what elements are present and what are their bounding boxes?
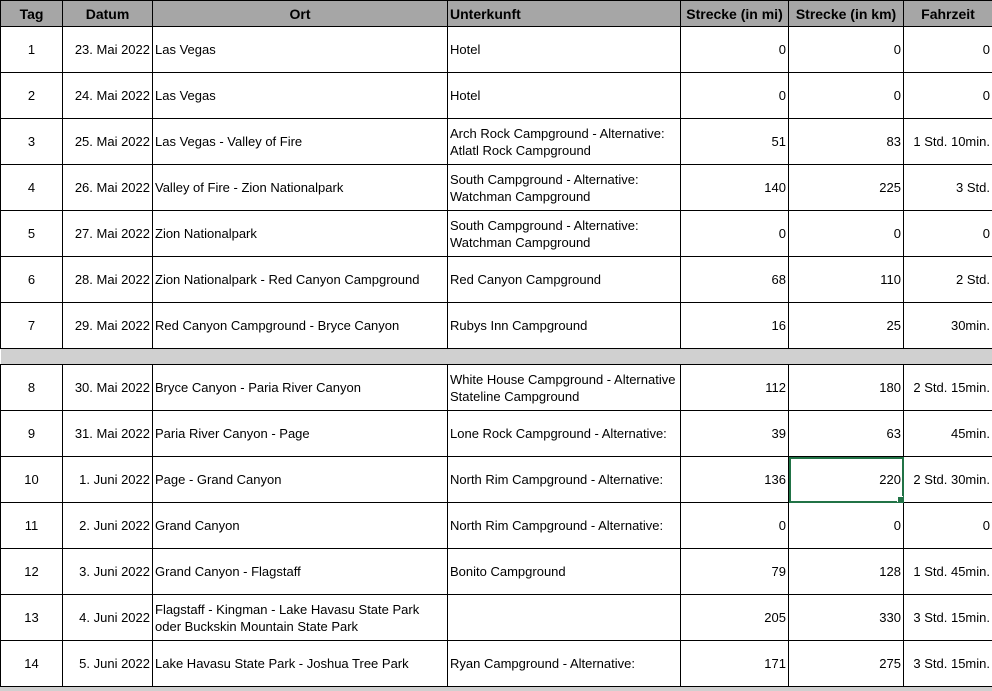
cell-tag[interactable]: 5: [1, 211, 63, 257]
table-row: [1, 303, 992, 349]
table-row: [1, 119, 992, 165]
cell-tag[interactable]: 9: [1, 411, 63, 457]
cell-km[interactable]: 63: [789, 411, 904, 457]
cell-ort[interactable]: Page - Grand Canyon: [153, 457, 448, 503]
cell-mi[interactable]: 0: [681, 211, 789, 257]
header-fahrzeit[interactable]: Fahrzeit: [904, 1, 992, 27]
table-row: [1, 27, 992, 73]
cell-tag[interactable]: 7: [1, 303, 63, 349]
cell-mi[interactable]: 0: [681, 73, 789, 119]
cell-datum[interactable]: 30. Mai 2022: [63, 365, 153, 411]
cell-fahrzeit[interactable]: 0: [904, 73, 992, 119]
cell-ort[interactable]: Grand Canyon: [153, 503, 448, 549]
cell-datum[interactable]: 23. Mai 2022: [63, 27, 153, 73]
separator-cell[interactable]: [1, 349, 992, 365]
cell-fahrzeit[interactable]: 3 Std. 15min.: [904, 641, 992, 687]
cell-tag[interactable]: 4: [1, 165, 63, 211]
cell-unterkunft[interactable]: South Campground - Alternative: Watchman Campground: [448, 211, 681, 257]
cell-fahrzeit[interactable]: 30min.: [904, 303, 992, 349]
cell-unterkunft[interactable]: North Rim Campground - Alternative:: [448, 503, 681, 549]
table-row: [1, 595, 992, 641]
cell-fahrzeit[interactable]: 3 Std. 15min.: [904, 595, 992, 641]
cell-km[interactable]: 0: [789, 503, 904, 549]
fill-handle[interactable]: [897, 496, 904, 503]
cell-tag[interactable]: 3: [1, 119, 63, 165]
cell-fahrzeit[interactable]: 2 Std. 30min.: [904, 457, 992, 503]
cell-unterkunft[interactable]: Rubys Inn Campground: [448, 303, 681, 349]
cell-ort[interactable]: Las Vegas: [153, 73, 448, 119]
cell-ort[interactable]: Bryce Canyon - Paria River Canyon: [153, 365, 448, 411]
cell-km[interactable]: 225: [789, 165, 904, 211]
cell-mi[interactable]: 39: [681, 411, 789, 457]
cell-km[interactable]: 0: [789, 73, 904, 119]
cell-mi[interactable]: 0: [681, 27, 789, 73]
cell-km[interactable]: 83: [789, 119, 904, 165]
cell-datum[interactable]: 5. Juni 2022: [63, 641, 153, 687]
cell-mi[interactable]: 140: [681, 165, 789, 211]
cell-km[interactable]: 25: [789, 303, 904, 349]
cell-mi[interactable]: 68: [681, 257, 789, 303]
cell-km[interactable]: 110: [789, 257, 904, 303]
cell-ort[interactable]: Paria River Canyon - Page: [153, 411, 448, 457]
cell-datum[interactable]: 29. Mai 2022: [63, 303, 153, 349]
cell-ort[interactable]: Las Vegas - Valley of Fire: [153, 119, 448, 165]
table-row: [1, 73, 992, 119]
cell-unterkunft[interactable]: Hotel: [448, 73, 681, 119]
cell-fahrzeit[interactable]: 1 Std. 10min.: [904, 119, 992, 165]
cell-km[interactable]: 275: [789, 641, 904, 687]
cell-km[interactable]: 330: [789, 595, 904, 641]
cell-mi[interactable]: 205: [681, 595, 789, 641]
cell-unterkunft[interactable]: Ryan Campground - Alternative:: [448, 641, 681, 687]
cell-datum[interactable]: 27. Mai 2022: [63, 211, 153, 257]
cell-datum[interactable]: 31. Mai 2022: [63, 411, 153, 457]
cell-fahrzeit[interactable]: 2 Std. 15min.: [904, 365, 992, 411]
cell-ort[interactable]: Red Canyon Campground - Bryce Canyon: [153, 303, 448, 349]
cell-unterkunft[interactable]: North Rim Campground - Alternative:: [448, 457, 681, 503]
cell-fahrzeit[interactable]: 0: [904, 27, 992, 73]
cell-tag[interactable]: 11: [1, 503, 63, 549]
cell-datum[interactable]: 4. Juni 2022: [63, 595, 153, 641]
cell-mi[interactable]: 171: [681, 641, 789, 687]
cell-tag[interactable]: 2: [1, 73, 63, 119]
table-row: [1, 257, 992, 303]
cell-unterkunft[interactable]: White House Campground - Alternative Stateline Campground: [448, 365, 681, 411]
separator-row: [1, 349, 992, 365]
cell-fahrzeit[interactable]: 1 Std. 45min.: [904, 549, 992, 595]
cell-tag[interactable]: 8: [1, 365, 63, 411]
table-row: [1, 411, 992, 457]
cell-unterkunft[interactable]: South Campground - Alternative: Watchman Campground: [448, 165, 681, 211]
cell-unterkunft[interactable]: Bonito Campground: [448, 549, 681, 595]
table-row: [1, 641, 992, 687]
cell-unterkunft[interactable]: Red Canyon Campground: [448, 257, 681, 303]
cell-mi[interactable]: 79: [681, 549, 789, 595]
cell-ort[interactable]: Grand Canyon - Flagstaff: [153, 549, 448, 595]
table-row: [1, 503, 992, 549]
table-row: [1, 365, 992, 411]
cell-km[interactable]: 0: [789, 27, 904, 73]
cell-km[interactable]: 128: [789, 549, 904, 595]
cell-ort[interactable]: Zion Nationalpark: [153, 211, 448, 257]
cell-datum[interactable]: 2. Juni 2022: [63, 503, 153, 549]
cell-tag[interactable]: 6: [1, 257, 63, 303]
header-datum[interactable]: Datum: [63, 1, 153, 27]
cell-tag[interactable]: 1: [1, 27, 63, 73]
header-strecke-mi[interactable]: Strecke (in mi): [681, 1, 789, 27]
table-row: [1, 211, 992, 257]
table-row: [1, 165, 992, 211]
header-row: [1, 1, 992, 27]
cell-datum[interactable]: 3. Juni 2022: [63, 549, 153, 595]
cell-datum[interactable]: 26. Mai 2022: [63, 165, 153, 211]
cell-fahrzeit[interactable]: 3 Std.: [904, 165, 992, 211]
header-tag[interactable]: Tag: [1, 1, 63, 27]
table-row: [1, 549, 992, 595]
cell-unterkunft[interactable]: Lone Rock Campground - Alternative:: [448, 411, 681, 457]
cell-ort[interactable]: Flagstaff - Kingman - Lake Havasu State Park oder Buckskin Mountain State Park: [153, 595, 448, 641]
cell-fahrzeit[interactable]: 0: [904, 503, 992, 549]
cell-fahrzeit[interactable]: 2 Std.: [904, 257, 992, 303]
cell-mi[interactable]: 112: [681, 365, 789, 411]
cell-tag[interactable]: 12: [1, 549, 63, 595]
cell-datum[interactable]: 28. Mai 2022: [63, 257, 153, 303]
cell-unterkunft[interactable]: Arch Rock Campground - Alternative: Atlatl Rock Campground: [448, 119, 681, 165]
cell-ort[interactable]: Valley of Fire - Zion Nationalpark: [153, 165, 448, 211]
header-unterkunft[interactable]: Unterkunft: [448, 1, 681, 27]
cell-fahrzeit[interactable]: 45min.: [904, 411, 992, 457]
table-row: [1, 457, 992, 503]
cell-ort[interactable]: Las Vegas: [153, 27, 448, 73]
cell-unterkunft[interactable]: [448, 595, 681, 641]
cell-km[interactable]: 0: [789, 211, 904, 257]
cell-datum[interactable]: 25. Mai 2022: [63, 119, 153, 165]
cell-unterkunft[interactable]: Hotel: [448, 27, 681, 73]
cell-tag[interactable]: 14: [1, 641, 63, 687]
cell-ort[interactable]: Lake Havasu State Park - Joshua Tree Park: [153, 641, 448, 687]
cell-mi[interactable]: 51: [681, 119, 789, 165]
cell-fahrzeit[interactable]: 0: [904, 211, 992, 257]
cell-mi[interactable]: 16: [681, 303, 789, 349]
header-strecke-km[interactable]: Strecke (in km): [789, 1, 904, 27]
cell-tag[interactable]: 13: [1, 595, 63, 641]
cell-datum[interactable]: 24. Mai 2022: [63, 73, 153, 119]
cell-km-selected[interactable]: 220: [789, 457, 904, 503]
header-ort[interactable]: Ort: [153, 1, 448, 27]
cell-mi[interactable]: 136: [681, 457, 789, 503]
cell-ort[interactable]: Zion Nationalpark - Red Canyon Campground: [153, 257, 448, 303]
cell-km[interactable]: 180: [789, 365, 904, 411]
bottom-gray-strip: [0, 687, 992, 691]
cell-tag[interactable]: 10: [1, 457, 63, 503]
cell-mi[interactable]: 0: [681, 503, 789, 549]
cell-datum[interactable]: 1. Juni 2022: [63, 457, 153, 503]
